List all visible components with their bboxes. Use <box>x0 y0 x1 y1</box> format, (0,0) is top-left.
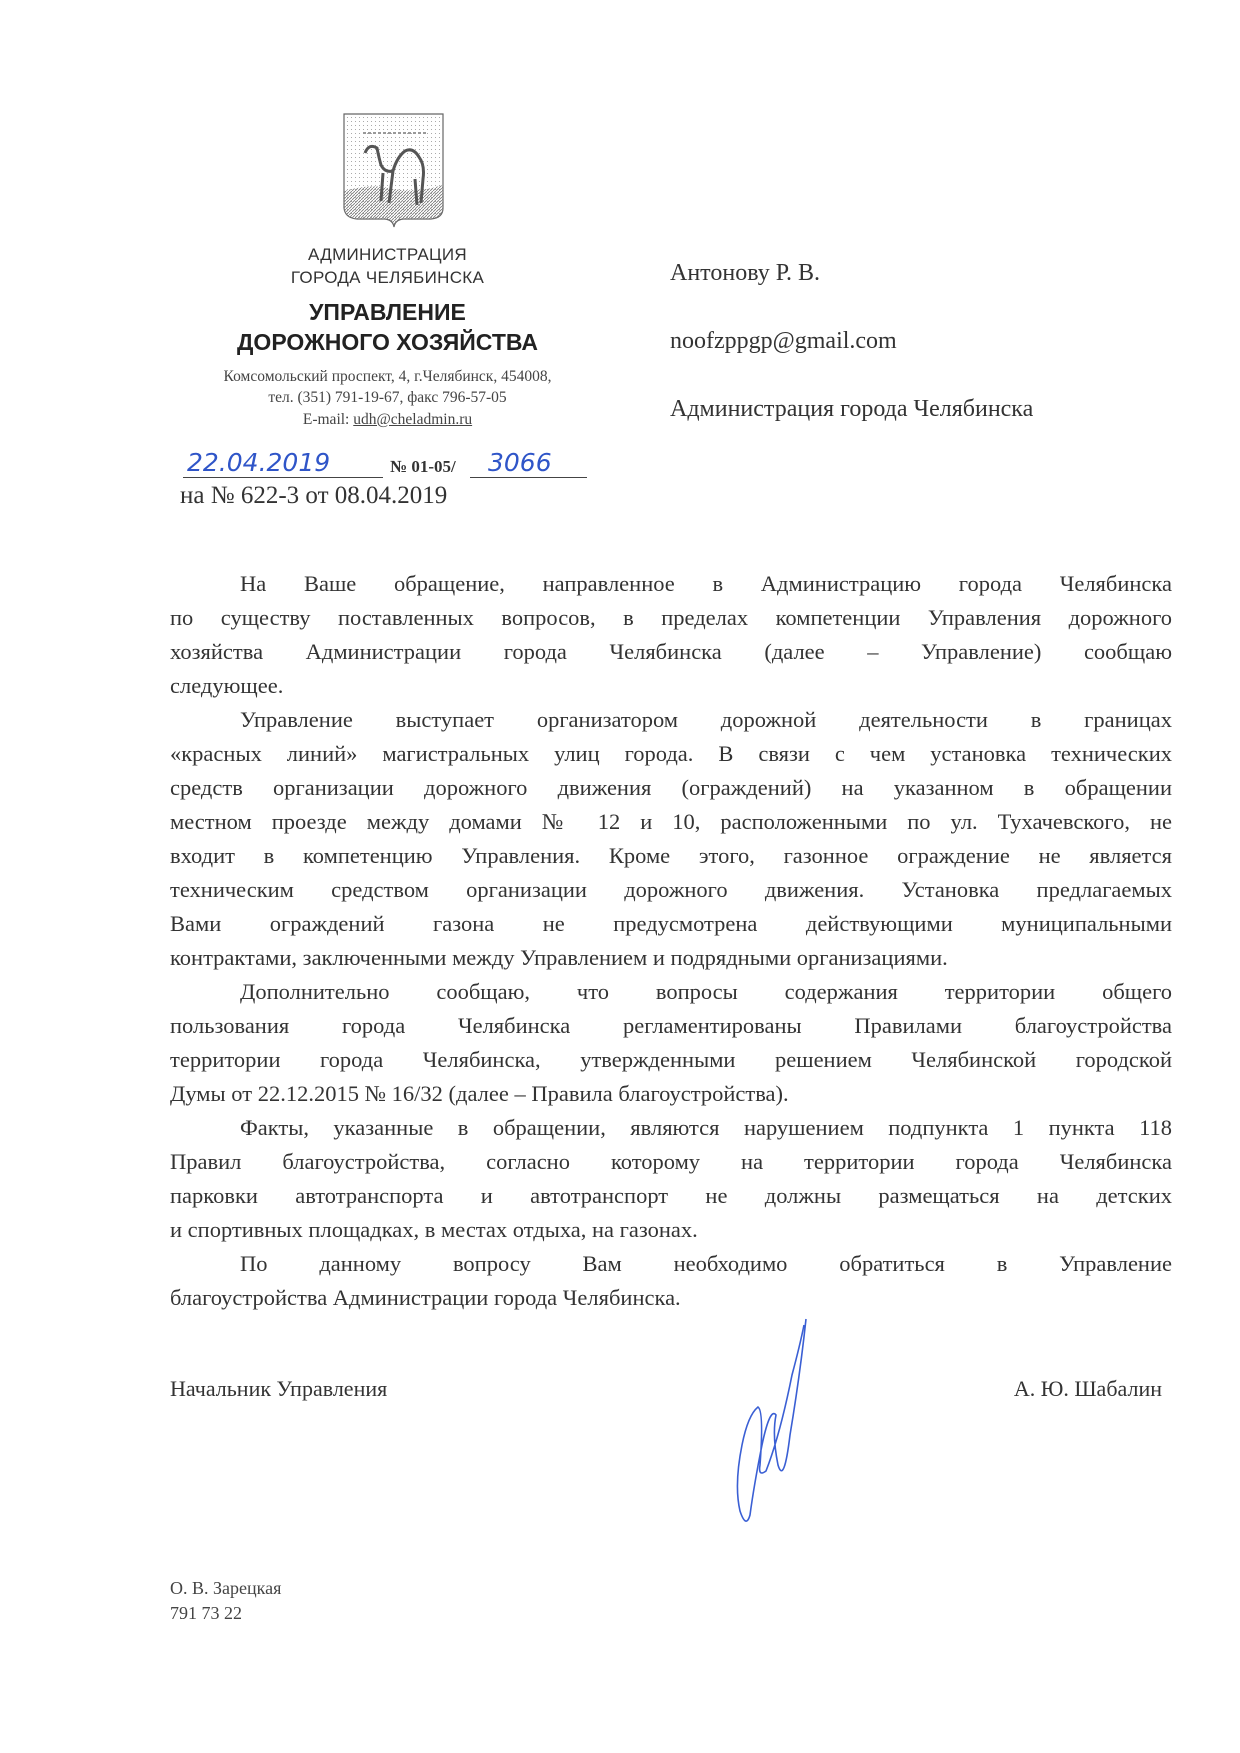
letter-body <box>170 567 1172 1315</box>
paragraph-line: Вами ограждений газона не предусмотрена действующими муниципальными <box>170 911 1172 936</box>
handwritten-date: 22.04.2019 <box>187 448 331 477</box>
paragraph-line: «красных линий» магистральных улиц города. В связи с чем установка технических <box>170 741 1172 766</box>
paragraph-line: Правил благоустройства, согласно которому на территории города Челябинска <box>170 1149 1172 1174</box>
coat-of-arms-logo <box>343 113 445 228</box>
paragraph <box>170 567 1172 703</box>
paragraph-line: следующее. <box>170 673 284 698</box>
paragraph-line: по существу поставленных вопросов, в пределах компетенции Управления дорожного <box>170 605 1172 630</box>
paragraph-line: хозяйства Администрации города Челябинска (далее – Управление) сообщаю <box>170 639 1172 664</box>
registration-number-field <box>470 447 587 478</box>
paragraph-line: местном проезде между домами № 12 и 10, расположенными по ул. Тухачевского, не <box>170 809 1172 834</box>
letterhead-phone: тел. (351) 791-19-67, факс 796-57-05 <box>268 389 507 406</box>
paragraph-line: территории города Челябинска, утвержденными решением Челябинской городской <box>170 1047 1172 1072</box>
letterhead-address: Комсомольский проспект, 4, г.Челябинск, 454008, <box>223 368 552 385</box>
executor-phone: 791 73 22 <box>170 1603 242 1623</box>
admin-name-line1: АДМИНИСТРАЦИЯ <box>308 245 467 264</box>
handwritten-number: 3066 <box>488 448 552 477</box>
paragraph-line: входит в компетенцию Управления. Кроме этого, газонное ограждение не является <box>170 843 1172 868</box>
paragraph-line: По данному вопросу Вам необходимо обратиться в Управление <box>240 1251 1172 1276</box>
paragraph-line: контрактами, заключенными между Управлением и подрядными организациями. <box>170 945 948 970</box>
recipient-email: noofzppgp@gmail.com <box>670 328 897 354</box>
paragraph <box>170 1111 1172 1247</box>
registration-date-field <box>183 447 383 478</box>
paragraph <box>170 1247 1172 1315</box>
paragraph-line: и спортивных площадках, в местах отдыха, на газонах. <box>170 1217 698 1242</box>
recipient-organization: Администрация города Челябинска <box>670 396 1034 422</box>
registration-number-prefix: № 01-05/ <box>390 457 456 476</box>
letterhead-email-line <box>170 411 605 429</box>
paragraph <box>170 975 1172 1111</box>
recipient-name: Антонову Р. В. <box>670 260 821 286</box>
paragraph-line: Дополнительно сообщаю, что вопросы содержания территории общего <box>240 979 1172 1004</box>
paragraph-line: Управление выступает организатором дорожной деятельности в границах <box>240 707 1172 732</box>
email-label: E-mail: <box>302 411 354 428</box>
department-name-line1: УПРАВЛЕНИЕ <box>309 299 466 325</box>
paragraph-line: парковки автотранспорта и автотранспорт не должны размещаться на детских <box>170 1183 1172 1208</box>
paragraph-line: Думы от 22.12.2015 № 16/32 (далее – Правила благоустройства). <box>170 1081 789 1106</box>
paragraph-line: техническим средством организации дорожного движения. Установка предлагаемых <box>170 877 1172 902</box>
paragraph-line: благоустройства Администрации города Челябинска. <box>170 1285 681 1310</box>
paragraph <box>170 703 1172 975</box>
paragraph-line: средств организации дорожного движения (ограждений) на указанном в обращении <box>170 775 1172 800</box>
reply-reference: на № 622-3 от 08.04.2019 <box>180 482 448 509</box>
paragraph-line: пользования города Челябинска регламентированы Правилами благоустройства <box>170 1013 1172 1038</box>
department-name-line2: ДОРОЖНОГО ХОЗЯЙСТВА <box>237 329 538 355</box>
signatory-position: Начальник Управления <box>170 1376 388 1401</box>
admin-name-line2: ГОРОДА ЧЕЛЯБИНСКА <box>290 268 485 287</box>
letterhead-email-link[interactable]: udh@cheladmin.ru <box>353 411 473 428</box>
paragraph-line: Факты, указанные в обращении, являются нарушением подпункта 1 пункта 118 <box>240 1115 1172 1140</box>
paragraph-line: На Ваше обращение, направленное в Администрацию города Челябинска <box>240 571 1172 596</box>
signatory-name: А. Ю. Шабалин <box>1013 1376 1162 1401</box>
handwritten-signature <box>720 1315 820 1535</box>
executor-name: О. В. Зарецкая <box>170 1578 282 1598</box>
